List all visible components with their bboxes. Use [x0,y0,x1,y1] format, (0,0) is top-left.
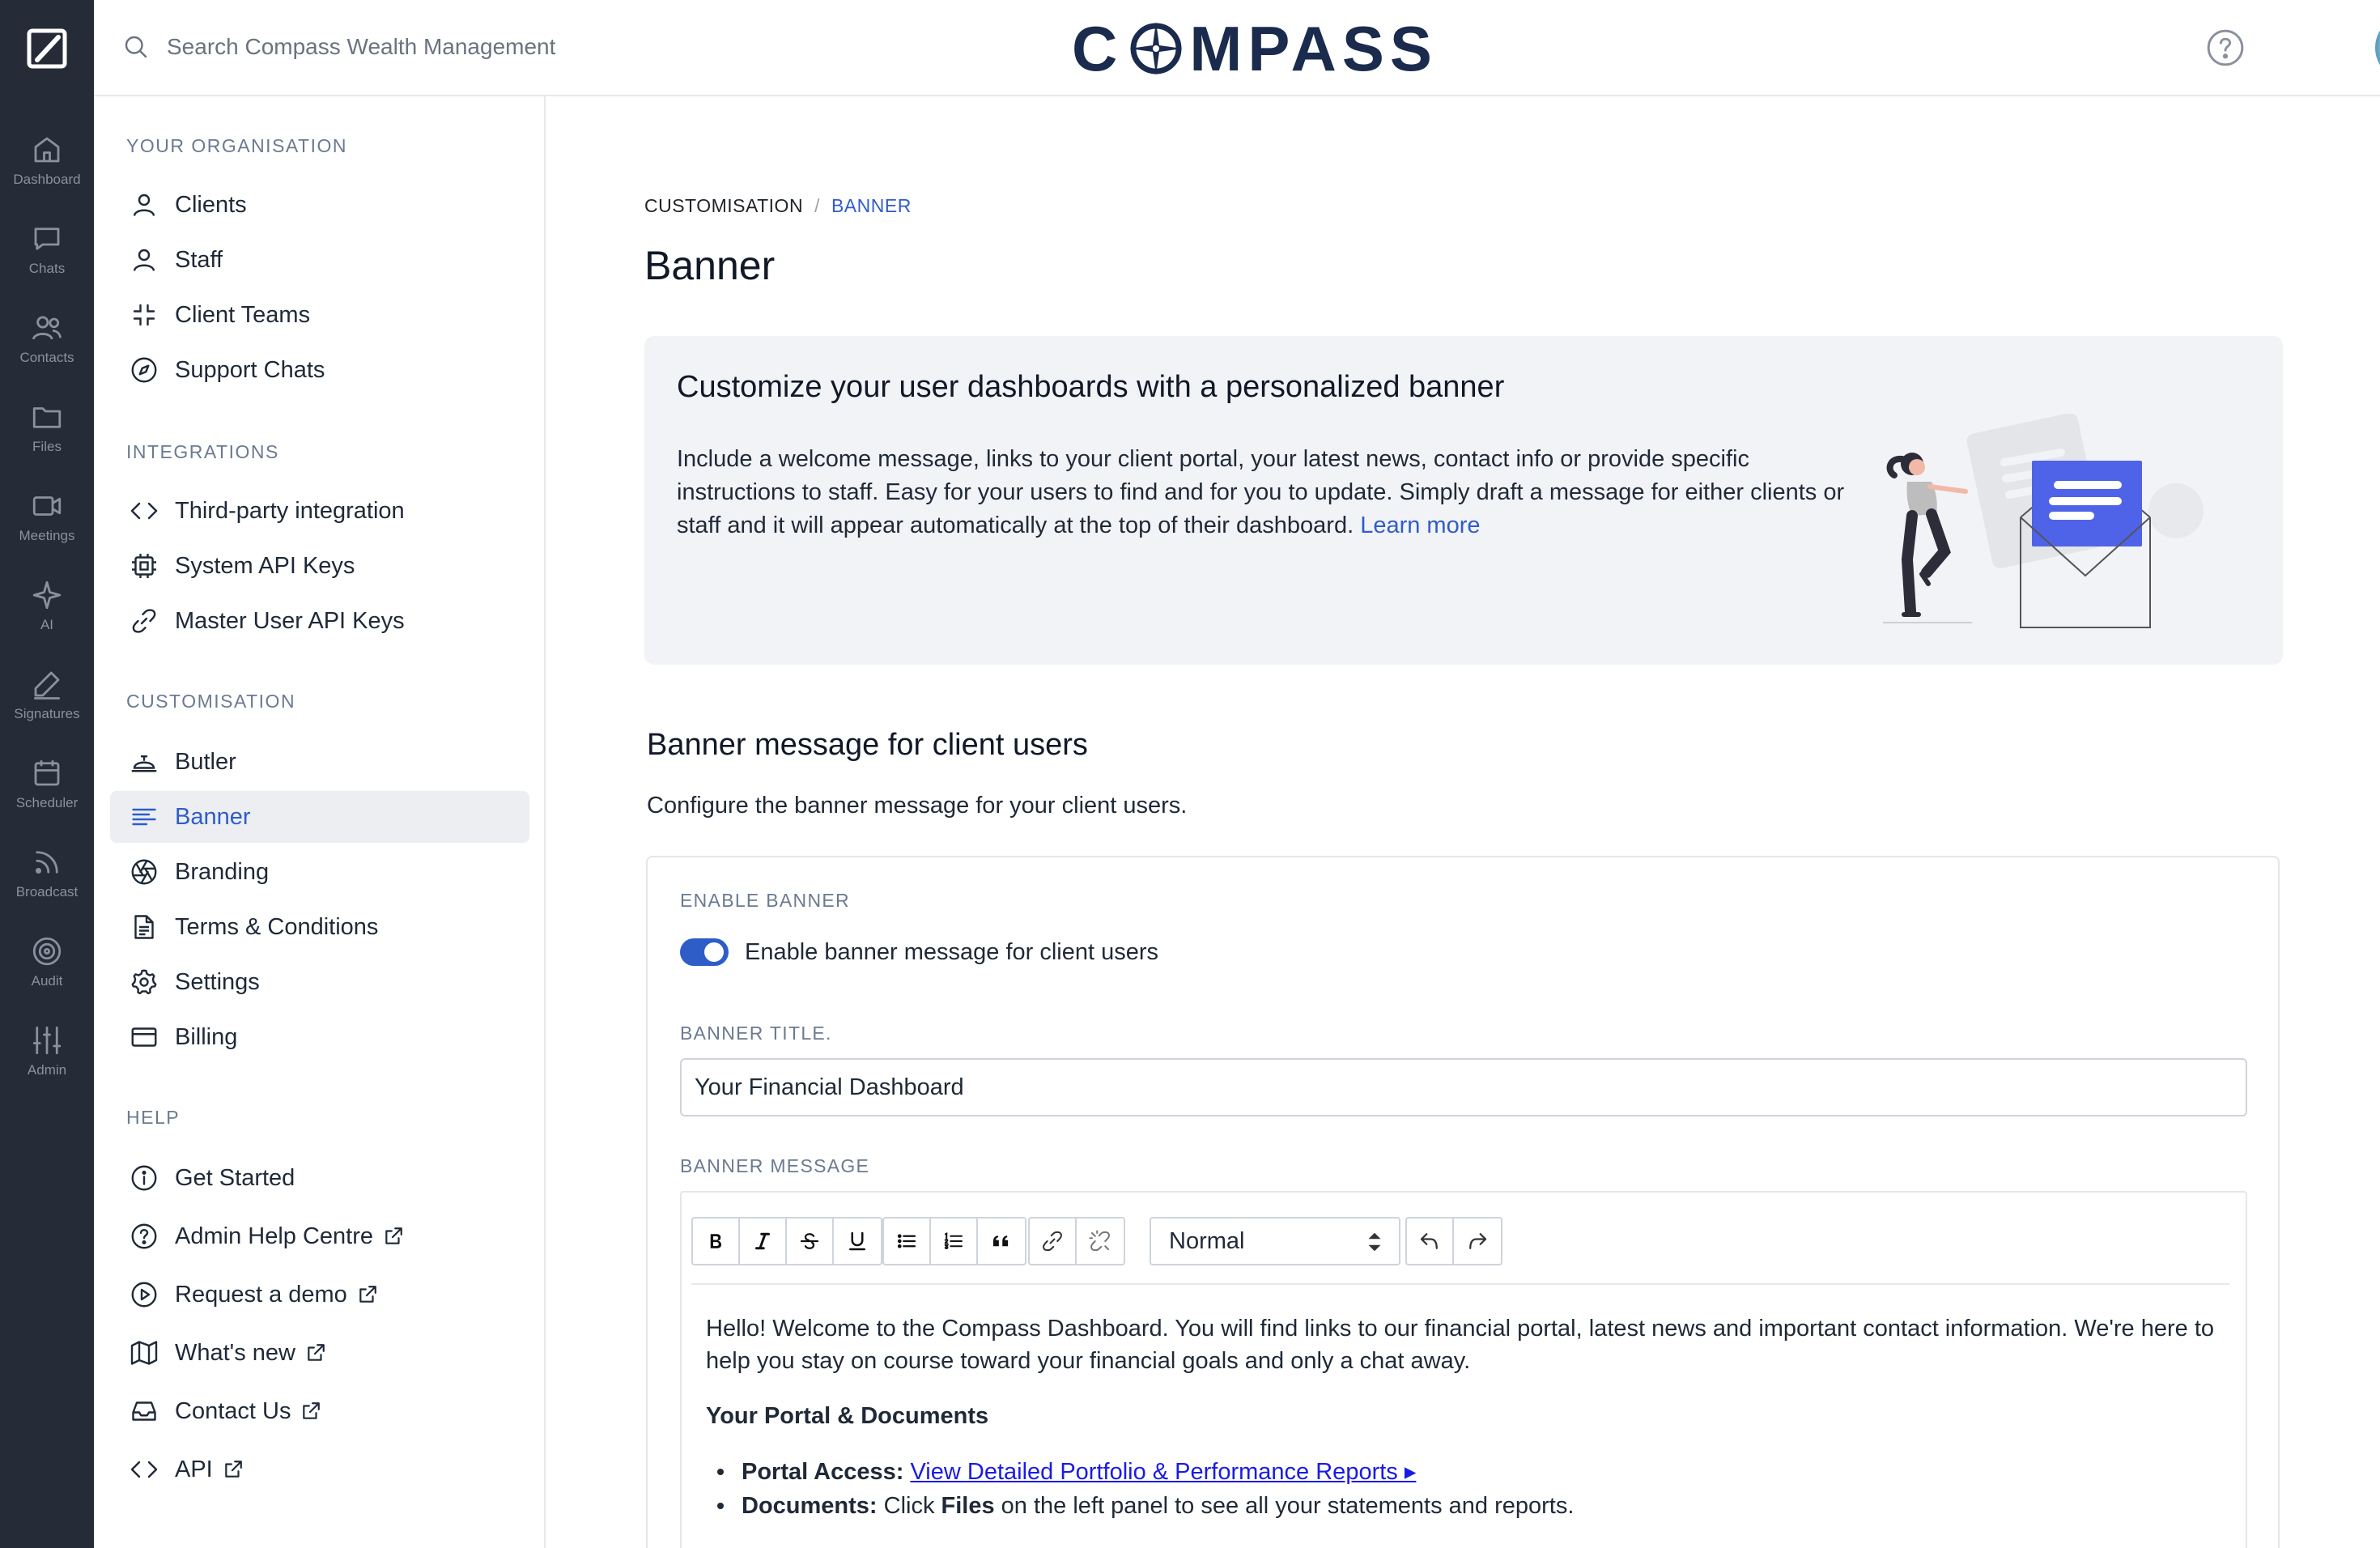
help-button[interactable] [2205,28,2246,68]
rail-label: Broadcast [15,884,79,899]
video-icon [30,489,64,523]
help-circle-icon [2205,28,2246,68]
brand-text-right: MPASS [1189,12,1438,84]
strikethrough-button[interactable] [787,1218,834,1264]
link-icon [1040,1229,1065,1253]
bullet-list-button[interactable] [884,1218,931,1264]
service-bell-icon [130,747,159,776]
mail-illustration [1875,414,2231,649]
target-icon [30,934,64,968]
sidebar-item-label: Banner [175,803,251,830]
sidebar-item-label: Client Teams [175,301,311,328]
pen-icon [30,667,64,701]
credit-card-icon [130,1023,159,1052]
info-icon [130,1163,159,1193]
sidebar-item-master-api-keys[interactable] [110,595,529,647]
sidebar-item-butler[interactable] [110,736,529,788]
sidebar-item-label: Support Chats [175,356,325,383]
rail-label: Admin [27,1062,67,1078]
bullet-text: Click [877,1493,941,1519]
home-icon [30,133,64,167]
external-link-icon [305,1342,326,1363]
section-title: Banner message for client users [647,728,1088,762]
external-link-icon [383,1226,404,1247]
external-link-icon [300,1401,321,1422]
map-icon [130,1338,159,1367]
sidebar-item-label: API [175,1456,213,1482]
underline-button[interactable] [834,1218,881,1264]
undo-button[interactable] [1407,1218,1454,1264]
bullet-list-icon [895,1229,919,1253]
folder-icon [30,400,64,434]
learn-more-link[interactable]: Learn more [1360,512,1481,538]
sidebar-item-clients[interactable] [110,179,529,231]
rail-label: Dashboard [13,172,81,187]
collapse-arrows-icon [130,300,159,330]
undo-icon [1417,1229,1442,1253]
sidebar-item-billing[interactable] [110,1011,529,1063]
sidebar-item-api[interactable] [110,1444,529,1495]
remove-link-button[interactable] [1077,1218,1124,1264]
sidebar-item-banner[interactable] [110,791,529,843]
rail-label: Signatures [14,706,80,721]
numbered-list-icon [941,1229,966,1253]
settings-sidebar [94,96,546,1548]
rail-ai[interactable] [0,567,94,644]
external-link-icon [357,1284,378,1305]
sidebar-item-label: Clients [175,191,247,218]
rail-label: Audit [31,973,63,989]
editor-heading: Your Portal & Documents [706,1403,989,1429]
text-format-group [691,1217,882,1265]
enable-banner-toggle[interactable] [680,938,729,966]
toolbar-divider [691,1283,2229,1285]
link-format-group [1028,1217,1125,1265]
chat-icon [30,222,64,256]
italic-icon [750,1229,775,1253]
sidebar-item-client-teams[interactable] [110,289,529,341]
help-circle-icon [130,1222,159,1251]
icon-rail [0,0,94,1548]
calendar-icon [30,756,64,790]
breadcrumb-separator: / [814,195,820,216]
rail-scheduler[interactable] [0,745,94,823]
italic-button[interactable] [740,1218,787,1264]
page-title: Banner [644,243,776,288]
sidebar-item-label: Admin Help Centre [175,1223,373,1249]
sidebar-item-support-chats[interactable] [110,344,529,396]
rail-label: Scheduler [15,795,79,810]
rail-signatures[interactable] [0,656,94,734]
enable-banner-label: ENABLE BANNER [680,890,850,911]
bullet-label: Portal Access: [742,1459,904,1485]
numbered-list-button[interactable] [931,1218,978,1264]
rail-label: Meetings [19,528,75,543]
bullet-text: on the left panel to see all your statements and reports. [994,1493,1575,1519]
sidebar-item-admin-help[interactable] [110,1210,529,1262]
list-item [706,1455,2220,1489]
blockquote-button[interactable] [978,1218,1025,1264]
editor-content[interactable] [706,1312,2220,1523]
chip-icon [130,551,159,580]
list-item [706,1489,2220,1523]
info-banner-heading: Customize your user dashboards with a personalized banner [677,370,1505,404]
rail-contacts[interactable] [0,300,94,377]
underline-icon [845,1229,869,1253]
banner-settings-card [646,856,2280,1548]
rail-label: Chats [28,261,66,276]
sidebar-item-whats-new[interactable] [110,1327,529,1379]
play-circle-icon [130,1280,159,1309]
inbox-icon [130,1397,159,1426]
text-align-icon [130,802,159,831]
select-arrows-icon [1365,1230,1384,1254]
info-banner-body: Include a welcome message, links to your client portal, your latest news, contact info or provide specific instructions to staff. Easy for your users to find and for you to update. Simply draft a message for either clients or staff and it will appear automatically at the top of their dashboard. [677,446,1845,538]
user-avatar[interactable] [2375,15,2380,81]
rich-text-editor [680,1191,2247,1548]
sidebar-item-terms[interactable] [110,901,529,953]
rail-admin[interactable] [0,1012,94,1090]
breadcrumb-parent[interactable]: CUSTOMISATION [644,195,804,216]
quote-icon [989,1229,1014,1253]
sidebar-item-label: System API Keys [175,552,355,579]
rail-broadcast[interactable] [0,834,94,912]
rail-meetings[interactable] [0,478,94,555]
toggle-knob [704,942,724,962]
contacts-icon [30,311,64,345]
user-icon [130,190,159,219]
section-heading-customisation: CUSTOMISATION [126,691,296,712]
banner-title-input[interactable] [680,1058,2247,1116]
sidebar-item-label: What's new [175,1339,295,1366]
insert-link-button[interactable] [1030,1218,1077,1264]
sidebar-item-label: Billing [175,1023,238,1050]
sparkle-icon [30,578,64,612]
search-icon [121,32,151,62]
bold-button[interactable] [693,1218,740,1264]
sidebar-item-label: Butler [175,748,236,775]
search-input[interactable] [167,34,669,60]
redo-icon [1465,1229,1490,1253]
code-icon [130,496,159,525]
link-icon [130,606,159,636]
section-heading-integrations: INTEGRATIONS [126,441,279,462]
sliders-icon [30,1023,64,1057]
sidebar-item-settings[interactable] [110,956,529,1008]
sidebar-item-staff[interactable] [110,234,529,286]
history-group [1405,1217,1502,1265]
bullet-label: Documents: [742,1493,878,1519]
brand-logo [1072,11,1438,86]
sidebar-item-label: Terms & Conditions [175,913,379,940]
section-subtitle: Configure the banner message for your client users. [647,793,1188,819]
document-icon [130,912,159,942]
rail-label: Files [32,439,62,454]
sidebar-item-label: Request a demo [175,1281,347,1308]
sidebar-item-label: Branding [175,858,270,885]
sidebar-item-label: Staff [175,246,223,273]
section-heading-help: HELP [126,1107,181,1128]
sidebar-item-label: Get Started [175,1164,295,1191]
sidebar-item-get-started[interactable] [110,1152,529,1204]
rail-label: Contacts [19,350,74,365]
enable-banner-toggle-row[interactable] [680,938,1158,966]
code-icon [130,1455,159,1484]
text-style-select[interactable] [1150,1217,1400,1265]
app-logo-icon[interactable] [26,28,68,70]
rail-dashboard[interactable] [0,121,94,199]
info-banner-text [677,443,1851,542]
bullet-emphasis: Files [941,1493,995,1519]
section-heading-organisation: YOUR ORGANISATION [126,135,347,156]
sidebar-item-request-demo[interactable] [110,1269,529,1320]
rail-chats[interactable] [0,211,94,288]
enable-banner-toggle-text: Enable banner message for client users [745,938,1159,965]
rail-label: AI [40,617,54,632]
banner-title-label: BANNER TITLE. [680,1023,832,1044]
info-banner [644,336,2283,665]
rss-icon [30,845,64,879]
rail-files[interactable] [0,389,94,466]
sidebar-item-label: Settings [175,968,260,995]
sidebar-item-third-party[interactable] [110,485,529,537]
banner-message-label: BANNER MESSAGE [680,1155,870,1176]
compass-rose-icon [1126,19,1186,79]
sidebar-item-label: Master User API Keys [175,607,405,634]
sidebar-item-branding[interactable] [110,846,529,898]
portfolio-reports-link[interactable]: View Detailed Portfolio & Performance Reports ▸ [910,1459,1417,1485]
sidebar-item-contact-us[interactable] [110,1385,529,1437]
user-icon [130,245,159,274]
redo-button[interactable] [1454,1218,1501,1264]
rail-audit[interactable] [0,923,94,1001]
sidebar-item-label: Contact Us [175,1397,291,1424]
editor-intro-paragraph: Hello! Welcome to the Compass Dashboard. You will find links to our financial portal, latest news and important contact information. We're here to help you stay on course toward your financial goals and only a chat away. [706,1316,2215,1374]
list-format-group [882,1217,1026,1265]
search-bar[interactable] [121,24,688,70]
aperture-icon [130,857,159,887]
main-content [547,96,2380,1548]
text-style-value: Normal [1169,1227,1245,1254]
brand-text-left: C [1072,12,1124,84]
bold-icon [703,1229,728,1253]
strikethrough-icon [797,1229,822,1253]
top-header [94,0,2380,96]
breadcrumb-current: BANNER [831,195,912,216]
sidebar-item-system-api-keys[interactable] [110,540,529,592]
external-link-icon [223,1459,244,1480]
breadcrumb [644,195,912,217]
unlink-icon [1088,1229,1112,1253]
gear-icon [130,968,159,997]
editor-bullet-list [706,1455,2220,1523]
compass-icon [130,355,159,385]
sidebar-item-label: Third-party integration [175,497,405,524]
